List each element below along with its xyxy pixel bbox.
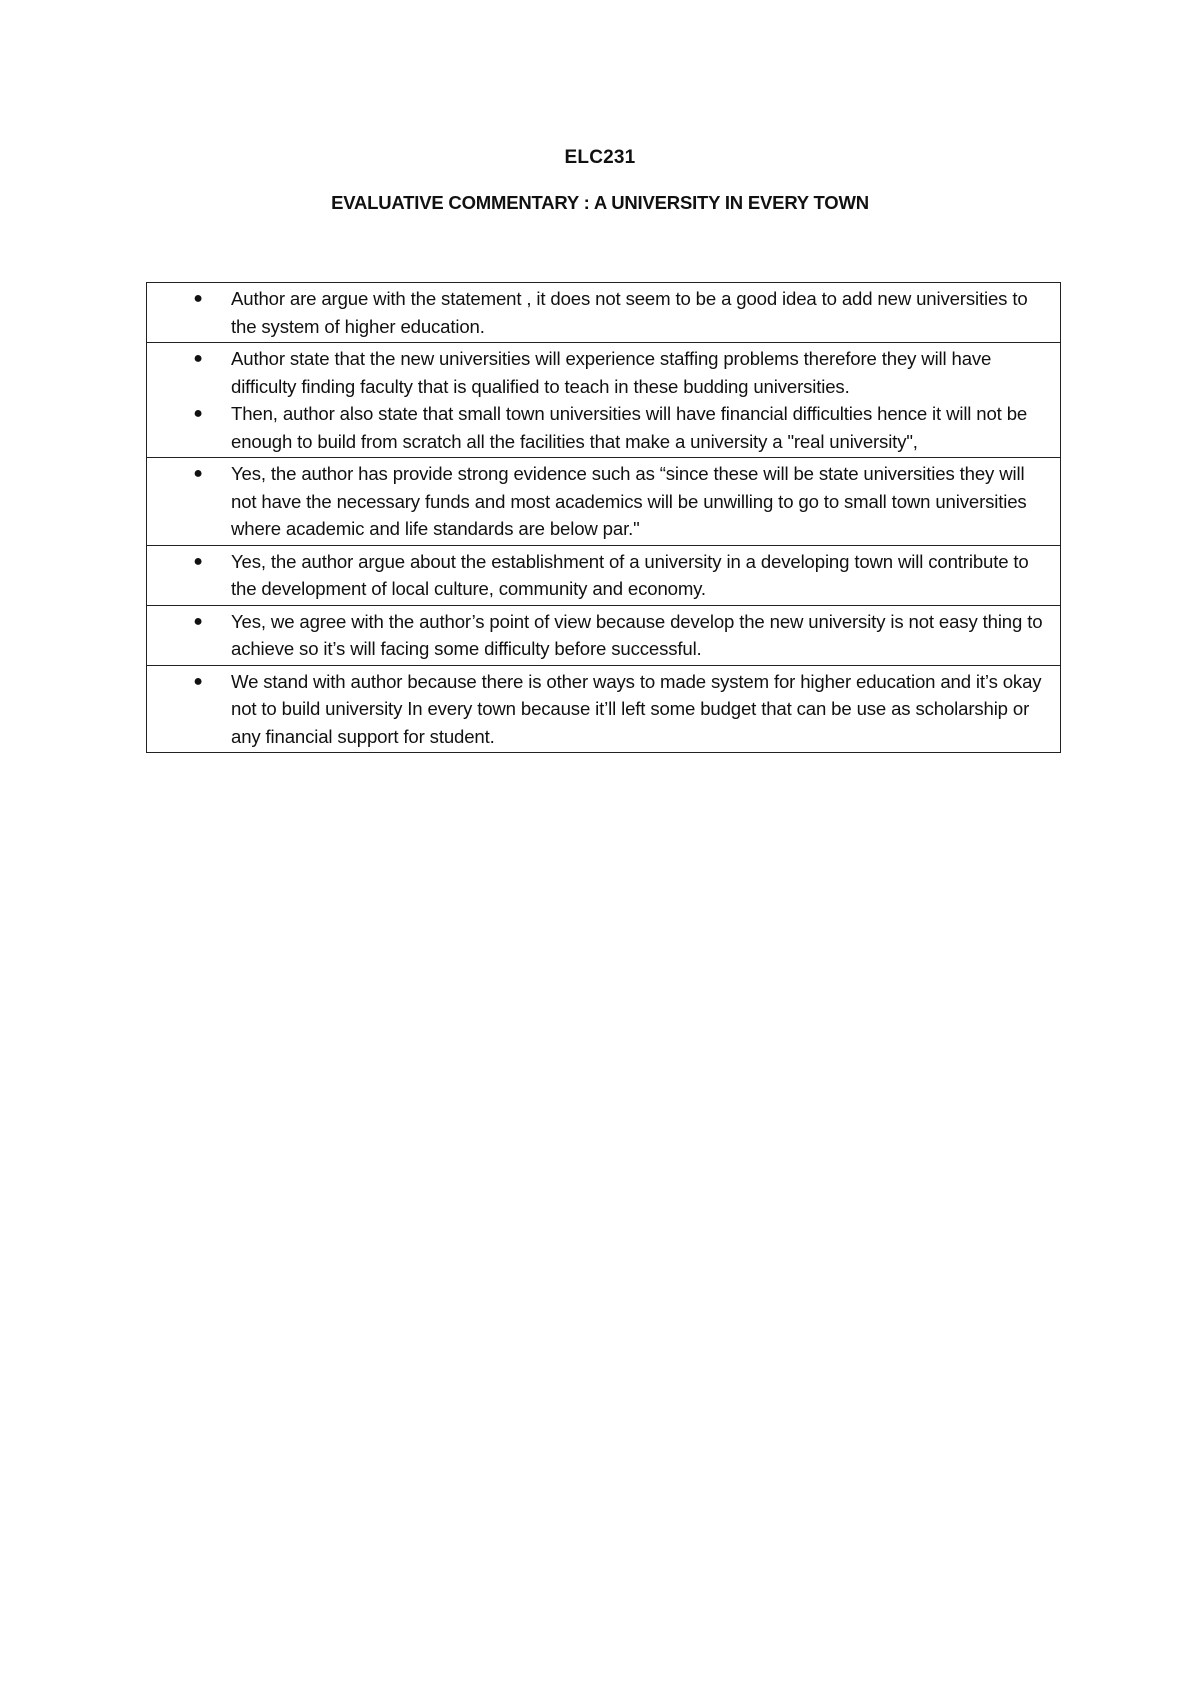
table-row xyxy=(147,458,1061,546)
bullet-icon: ● xyxy=(193,290,203,307)
bullet-list xyxy=(147,608,1050,663)
bullet-icon: ● xyxy=(193,350,203,367)
list-item-text: Author state that the new universities will experience staffing problems therefore they will have difficulty finding faculty that is qualified to teach in these budding universities. xyxy=(231,348,992,397)
list-item xyxy=(147,285,1050,340)
table-cell xyxy=(147,545,1061,605)
list-item xyxy=(147,608,1050,663)
bullet-icon: ● xyxy=(193,612,203,630)
list-item-text: Author are argue with the statement , it does not seem to be a good idea to add new universities to the system of higher education. xyxy=(231,288,1028,337)
list-item-text: Then, author also state that small town universities will have financial difficulties hence it will not be enough to build from scratch all the facilities that make a university a "real university", xyxy=(231,403,1028,452)
list-item-text: Yes, the author argue about the establishment of a university in a developing town will contribute to the development of local culture, community and economy. xyxy=(231,550,1029,599)
table-row xyxy=(147,605,1061,665)
table-cell xyxy=(147,665,1061,753)
table-row xyxy=(147,545,1061,605)
bullet-list xyxy=(147,460,1050,543)
list-item xyxy=(147,668,1050,751)
table-cell xyxy=(147,343,1061,458)
table-row xyxy=(147,665,1061,753)
list-item-text: We stand with author because there is other ways to made system for higher education and it’s okay not to build university In every town because it’ll left some budget that can be use as scholarship or any financial support for student. xyxy=(231,670,1042,747)
table-cell xyxy=(147,605,1061,665)
commentary-table-body xyxy=(147,283,1061,753)
bullet-list xyxy=(147,668,1050,751)
table-cell xyxy=(147,283,1061,343)
bullet-list xyxy=(147,345,1050,455)
table-row xyxy=(147,283,1061,343)
bullet-icon: ● xyxy=(193,552,203,570)
table-row xyxy=(147,343,1061,458)
list-item xyxy=(147,345,1050,400)
bullet-icon: ● xyxy=(193,465,203,482)
list-item xyxy=(147,460,1050,543)
list-item-text: Yes, the author has provide strong evidence such as “since these will be state universities they will not have the necessary funds and most academics will be unwilling to go to small town universities where academic and life standards are below par." xyxy=(231,463,1027,539)
list-item xyxy=(147,400,1050,455)
course-code: ELC231 xyxy=(564,147,636,168)
list-item xyxy=(147,548,1050,603)
commentary-table xyxy=(146,282,1061,753)
bullet-list xyxy=(147,285,1050,340)
bullet-list xyxy=(147,548,1050,603)
list-item-text: Yes, we agree with the author’s point of view because develop the new university is not easy thing to achieve so it’s will facing some difficulty before successful. xyxy=(231,610,1043,659)
document-title: EVALUATIVE COMMENTARY : A UNIVERSITY IN EVERY TOWN xyxy=(331,192,869,213)
bullet-icon: ● xyxy=(193,405,203,422)
table-cell xyxy=(147,458,1061,546)
bullet-icon: ● xyxy=(193,672,203,690)
